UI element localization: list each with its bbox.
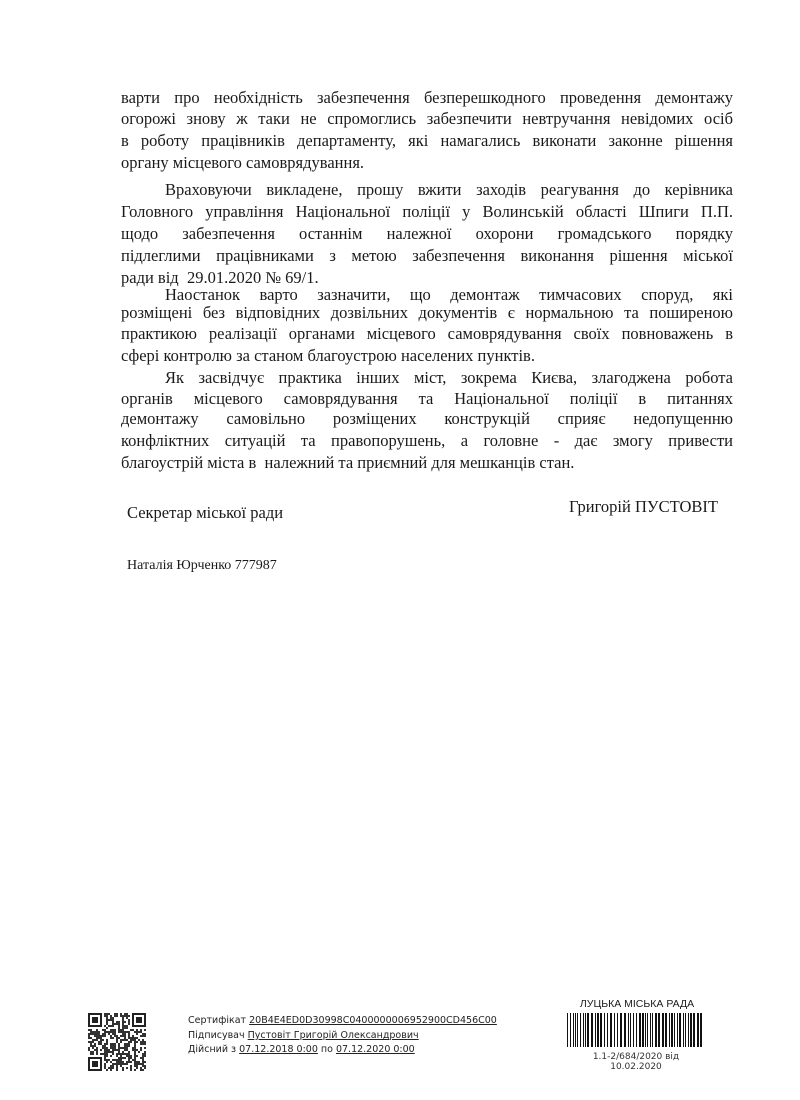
body-line: Враховуючи викладене, прошу вжити заходів реагування до керівника [165,180,733,199]
body-line: благоустрій міста в належний та приємний для мешканців стан. [121,453,575,472]
validity-line [188,1042,415,1057]
body-line: органу місцевого самоврядування. [121,153,365,172]
body-line: Наостанок варто зазначити, що демонтаж тимчасових споруд, які [165,285,733,304]
signer-value: Пустовіт Григорій Олександрович [247,1030,419,1041]
certificate-value: 20B4E4ED0D30998C0400000006952900CD456C00 [249,1015,497,1026]
body-line: демонтажу самовільно розміщених конструкцій сприяє недопущенню [121,409,733,428]
body-line: варти про необхідність забезпечення безперешкодного проведення демонтажу [121,88,733,107]
valid-to-value: 07.12.2020 0:00 [335,1044,415,1055]
signer-label: Підписувач [188,1030,245,1041]
body-line: практикою реалізації органами місцевого самоврядування своїх повноважень в [121,324,733,343]
barcode-icon [567,1013,703,1047]
body-line: підлеглими працівниками з метою забезпечення виконання рішення міської [121,246,733,265]
body-line: огорожі знову ж таки не спромоглись забезпечити невтручання невідомих осіб [121,109,733,128]
signatory-name: Григорій ПУСТОВІТ [569,497,718,516]
body-line: Головного управління Національної поліції у Волинській області Шпиги П.П. [121,202,733,221]
qr-code-icon [88,1010,146,1074]
body-line: щодо забезпечення останнім належної охорони громадського порядку [121,224,733,243]
body-line: конфліктних ситуацій та правопорушень, а головне - дає змогу привести [121,431,733,450]
signer-line [188,1028,419,1043]
body-line: сфері контролю за станом благоустрою населених пунктів. [121,346,535,365]
body-line: органів місцевого самоврядування та Національної поліції в питаннях [121,389,733,408]
stamp-title: ЛУЦЬКА МІСЬКА РАДА [579,998,695,1010]
body-line: ради від 29.01.2020 № 69/1. [121,268,319,287]
body-line: Як засвідчує практика інших міст, зокрема Києва, злагоджена робота [165,368,733,387]
valid-from-value: 07.12.2018 0:00 [239,1044,318,1055]
body-line: розміщені без відповідних дозвільних документів є нормальною та поширеною [121,303,733,322]
valid-from-label: Дійсний з [188,1044,237,1055]
valid-to-label: по [320,1044,333,1055]
certificate-line [188,1013,497,1028]
signatory-position: Секретар міської ради [127,503,284,522]
certificate-label: Сертифікат [188,1015,247,1026]
body-line: в роботу працівників департаменту, які намагались виконати законне рішення [121,131,733,150]
executor-info: Наталія Юрченко 777987 [127,558,277,573]
registration-number: 1.1-2/684/2020 від 10.02.2020 [592,1052,680,1072]
